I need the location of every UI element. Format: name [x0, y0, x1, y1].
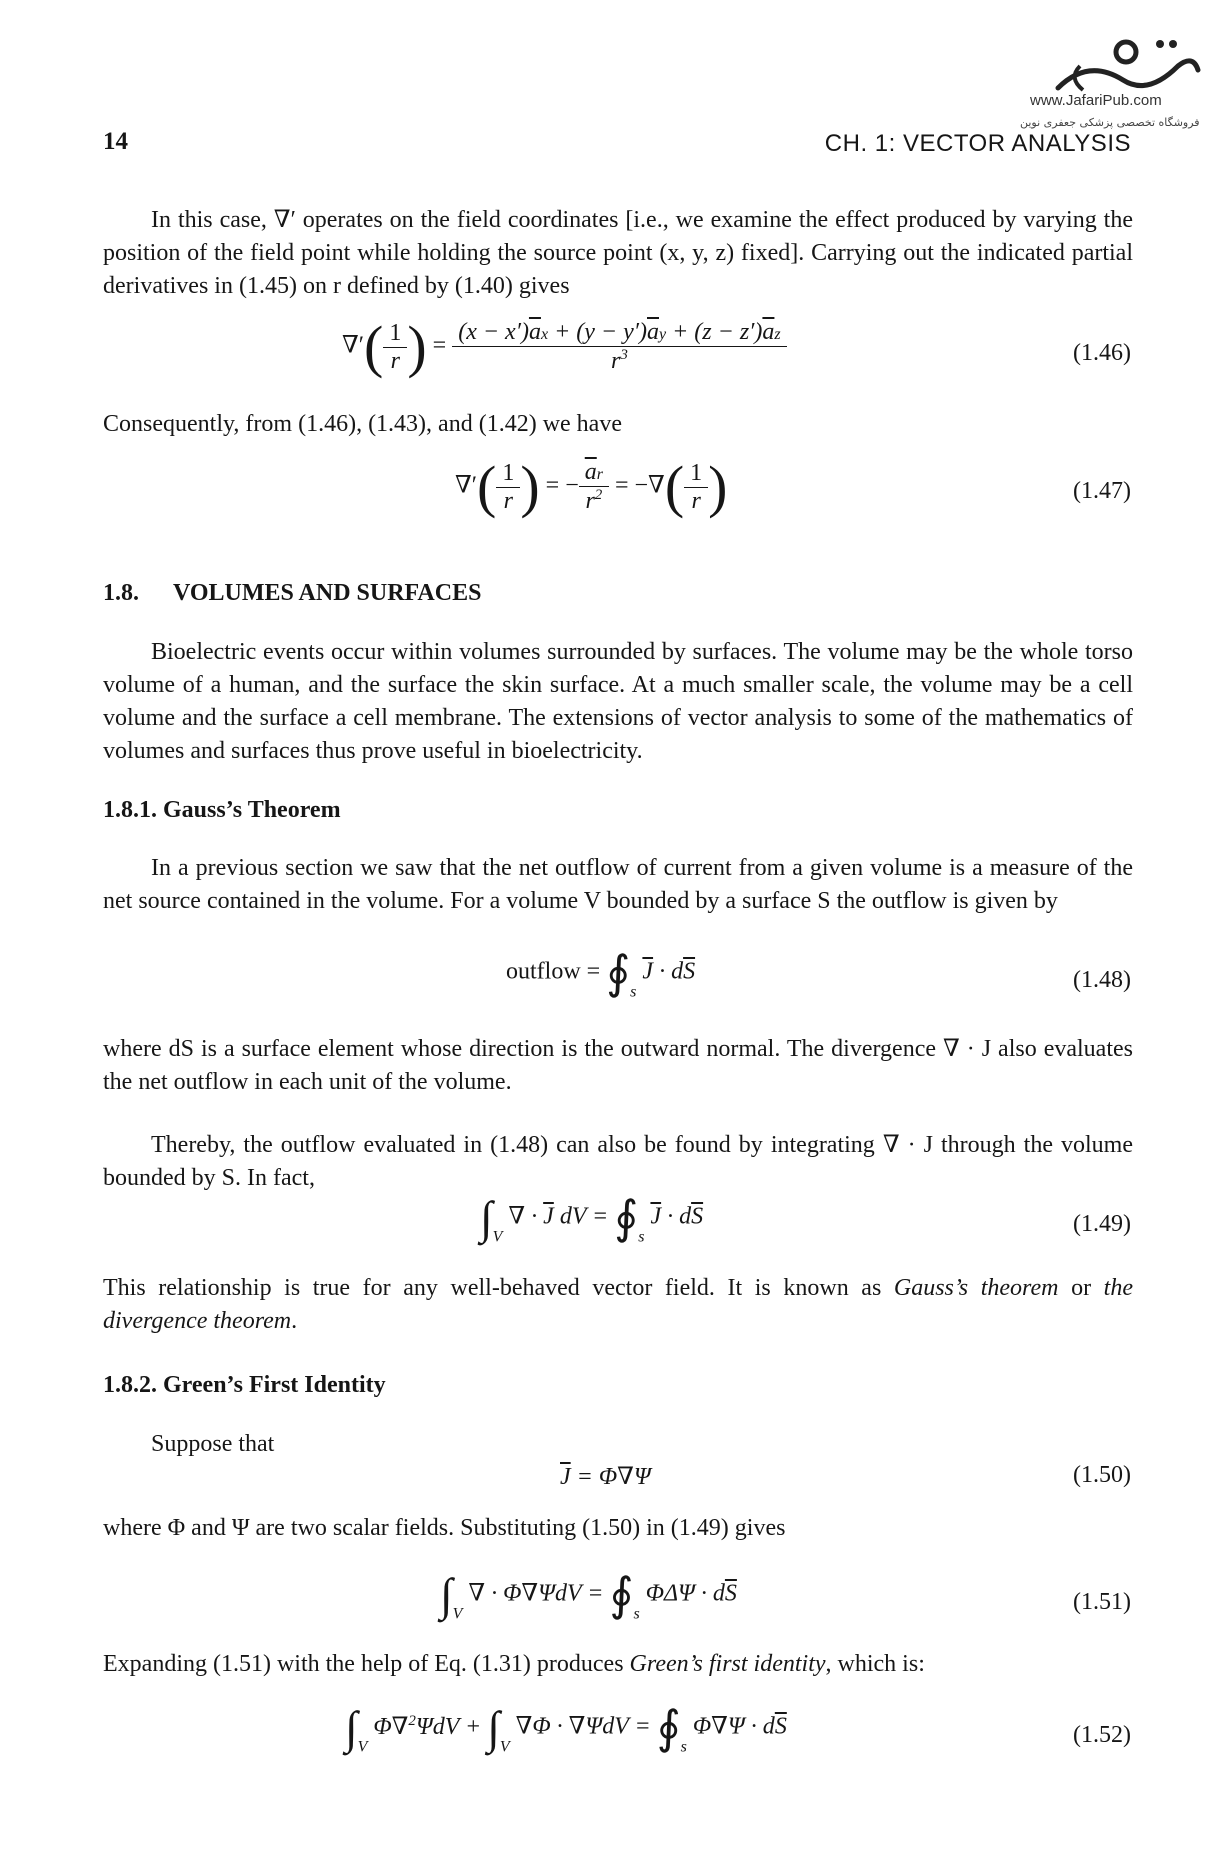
paragraph: where dS is a surface element whose direction is the outward normal. The divergence ∇ · J also evaluates the net outflow in each unit of the volume. [103, 1036, 1133, 1095]
paragraph: Suppose that [151, 1431, 275, 1457]
equation-1-47: ∇′( $\frac{1}{r}$ ) = − $\frac{\overline{a}r}{r^2}$ = −∇( $\frac{1}{r}$ ) [455, 454, 728, 519]
paragraph: Bioelectric events occur within volumes surrounded by surfaces. The volume may be the whole torso volume of a human, and the surface the skin surface. At a much smaller scale, the volume may be a cell volume and the surface a cell membrane. The extensions of vector analysis to some of the mathematics of volumes and surfaces thus prove useful in bioelectricity. [103, 639, 1133, 764]
paragraph: Expanding (1.51) with the help of Eq. (1.31) produces Green’s first identity, which is: [103, 1651, 925, 1677]
equation-number: (1.52) [1073, 1722, 1131, 1748]
paragraph: where Φ and Ψ are two scalar fields. Substituting (1.50) in (1.49) gives [103, 1515, 786, 1541]
paragraph: Thereby, the outflow evaluated in (1.48) can also be found by integrating ∇ · J through the volume bounded by S. In fact, [103, 1132, 1133, 1191]
paragraph: Consequently, from (1.46), (1.43), and (1.42) we have [103, 411, 622, 437]
publisher-caption: فروشگاه تخصصی پزشکی جعفری نوین [1020, 116, 1200, 129]
equation-1-51: $\int_V$ ∇ · $\Phi\nabla\Psi dV = ∮_s$ $\Phi\Delta\Psi \cdot d\overline{S}$ [440, 1569, 737, 1623]
paragraph: This relationship is true for any well-behaved vector field. It is known as Gauss’s theorem or the divergence theorem. [103, 1275, 1133, 1334]
equation-number: (1.49) [1073, 1211, 1131, 1237]
equation-1-50: $\overline{J} = \Phi\nabla\Psi$ [560, 1464, 651, 1490]
publisher-url: www.JafariPub.com [1030, 92, 1162, 109]
paragraph: In this case, ∇′ operates on the field coordinates [i.e., we examine the effect produced by varying the position of the field point while holding the source point (x, y, z) fixed]. Carrying out the indicated partial derivatives in (1.45) on r defined by (1.40) gives [103, 207, 1133, 299]
chapter-header: CH. 1: VECTOR ANALYSIS [824, 130, 1131, 157]
equation-1-52: $\int_V$ $\Phi\nabla^2\Psi dV + \int_V$ $\nabla\Phi \cdot \nabla\Psi dV = ∮_s$ $\Phi\nabla\Psi \cdot d\overline{S}$ [345, 1702, 787, 1756]
paragraph: In a previous section we saw that the net outflow of current from a given volume is a measure of the net source contained in the volume. For a volume V bounded by a surface S the outflow is given by [103, 855, 1133, 914]
equation-1-48: outflow = $∮_s$ $\overline{J} \cdot d\overline{S}$ [506, 947, 696, 1001]
equation-1-46: ∇′( $\frac{1}{r}$ ) = $\frac{(x - x')\overline{a}x + (y - y')\overline{a}y + (z - z')\overline{a}z}{r^3}$ [342, 318, 787, 376]
equation-number: (1.46) [1073, 340, 1131, 366]
section-heading: 1.8. VOLUMES AND SURFACES [103, 580, 482, 606]
page-number: 14 [103, 128, 128, 155]
equation-number: (1.47) [1073, 478, 1131, 504]
equation-number: (1.50) [1073, 1462, 1131, 1488]
equation-1-49: $\int_V$ ∇ · $\overline{J}$ dV = $∮_s$ $\overline{J} \cdot d\overline{S}$ [480, 1192, 704, 1246]
subsection-heading: 1.8.2. Green’s First Identity [103, 1372, 386, 1398]
subsection-heading: 1.8.1. Gauss’s Theorem [103, 797, 341, 823]
equation-number: (1.48) [1073, 967, 1131, 993]
equation-number: (1.51) [1073, 1589, 1131, 1615]
